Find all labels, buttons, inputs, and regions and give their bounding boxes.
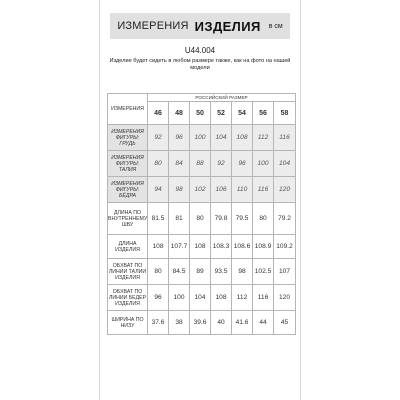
size-header-cell: 46 — [148, 102, 169, 125]
value-cell: 108.6 — [232, 235, 253, 259]
value-cell: 108.3 — [211, 235, 232, 259]
value-cell: 79.5 — [232, 203, 253, 235]
value-cell: 81.5 — [148, 203, 169, 235]
size-chart-sheet — [99, 0, 301, 400]
row-label: ОБХВАТ ПО ЛИНИИ БЕДЕР ИЗДЕЛИЯ — [108, 285, 148, 311]
size-header-cell: 54 — [232, 102, 253, 125]
value-cell: 94 — [148, 177, 169, 203]
value-cell: 112 — [232, 285, 253, 311]
value-cell: 44 — [253, 311, 274, 335]
table-row — [108, 285, 296, 311]
row-label: ОБХВАТ ПО ЛИНИИ ТАЛИИ ИЗДЕЛИЯ — [108, 259, 148, 285]
value-cell: 40 — [211, 311, 232, 335]
value-cell: 84 — [169, 151, 190, 177]
value-cell: 41.6 — [232, 311, 253, 335]
value-cell: 89 — [190, 259, 211, 285]
value-cell: 84.5 — [169, 259, 190, 285]
table-row — [108, 125, 296, 151]
row-label: ИЗМЕРЕНИЯ ФИГУРЫ: ТАЛИЯ — [108, 151, 148, 177]
value-cell: 98 — [169, 177, 190, 203]
size-table — [107, 93, 296, 335]
value-cell: 79.2 — [274, 203, 296, 235]
table-row — [108, 259, 296, 285]
value-cell: 88 — [190, 151, 211, 177]
value-cell: 108 — [232, 125, 253, 151]
size-header-cell: 56 — [253, 102, 274, 125]
value-cell: 98 — [232, 259, 253, 285]
value-cell: 96 — [232, 151, 253, 177]
row-label: ИЗМЕРЕНИЯ ФИГУРЫ: БЁДРА — [108, 177, 148, 203]
value-cell: 104 — [211, 125, 232, 151]
table-row — [108, 151, 296, 177]
value-cell: 100 — [169, 285, 190, 311]
value-cell: 80 — [253, 203, 274, 235]
title-word-garment: ИЗДЕЛИЯ — [194, 18, 261, 34]
value-cell: 108.9 — [253, 235, 274, 259]
value-cell: 92 — [211, 151, 232, 177]
table-row — [108, 235, 296, 259]
title-banner — [110, 13, 290, 39]
table-row — [108, 203, 296, 235]
value-cell: 110 — [232, 177, 253, 203]
value-cell: 120 — [274, 285, 296, 311]
value-cell: 104 — [274, 151, 296, 177]
value-cell: 116 — [253, 285, 274, 311]
row-label: ШИРИНА ПО НИЗУ — [108, 311, 148, 335]
value-cell: 96 — [148, 285, 169, 311]
value-cell: 80 — [148, 259, 169, 285]
value-cell: 80 — [190, 203, 211, 235]
size-header-cell: 52 — [211, 102, 232, 125]
value-cell: 102 — [190, 177, 211, 203]
value-cell: 107.7 — [169, 235, 190, 259]
value-cell: 102.5 — [253, 259, 274, 285]
corner-header: ИЗМЕРЕНИЯ — [108, 94, 148, 125]
value-cell: 92 — [148, 125, 169, 151]
value-cell: 108 — [190, 235, 211, 259]
value-cell: 100 — [190, 125, 211, 151]
value-cell: 37.6 — [148, 311, 169, 335]
row-label: ДЛИНА ПО ВНУТРЕННЕМУ ШВУ — [108, 203, 148, 235]
value-cell: 107 — [274, 259, 296, 285]
value-cell: 45 — [274, 311, 296, 335]
value-cell: 106 — [211, 177, 232, 203]
title-unit: в см — [268, 22, 283, 30]
row-label: ДЛИНА ИЗДЕЛИЯ — [108, 235, 148, 259]
size-header-cell: 50 — [190, 102, 211, 125]
value-cell: 108 — [211, 285, 232, 311]
value-cell: 93.5 — [211, 259, 232, 285]
value-cell: 109.2 — [274, 235, 296, 259]
value-cell: 79.8 — [211, 203, 232, 235]
size-header-cell: 58 — [274, 102, 296, 125]
size-header-cell: 48 — [169, 102, 190, 125]
value-cell: 38 — [169, 311, 190, 335]
article-code: U44.004 — [184, 46, 216, 55]
row-label: ИЗМЕРЕНИЯ ФИГУРЫ: ГРУДЬ — [108, 125, 148, 151]
size-range-header: РОССИЙСКИЙ РАЗМЕР — [148, 94, 296, 102]
title-word-measurements: ИЗМЕРЕНИЯ — [117, 20, 189, 32]
value-cell: 112 — [253, 125, 274, 151]
value-cell: 81 — [169, 203, 190, 235]
table-row — [108, 311, 296, 335]
value-cell: 108 — [148, 235, 169, 259]
value-cell: 120 — [274, 177, 296, 203]
value-cell: 80 — [148, 151, 169, 177]
value-cell: 100 — [253, 151, 274, 177]
value-cell: 104 — [190, 285, 211, 311]
value-cell: 39.6 — [190, 311, 211, 335]
fit-note: Изделие будет сидеть в любом размере также, как на фото на нашей модели — [109, 58, 291, 71]
table-row — [108, 177, 296, 203]
value-cell: 116 — [253, 177, 274, 203]
value-cell: 116 — [274, 125, 296, 151]
value-cell: 96 — [169, 125, 190, 151]
